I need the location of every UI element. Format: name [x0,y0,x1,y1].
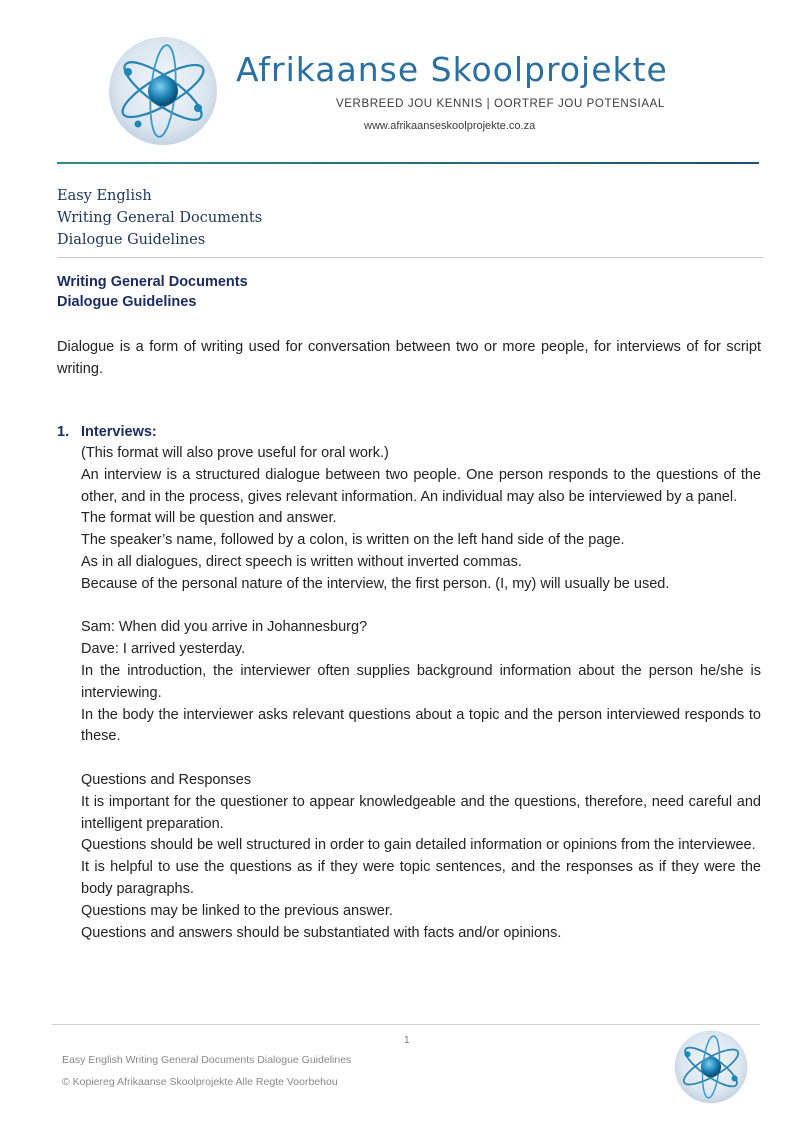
section-heading [57,424,157,440]
section-heading-text: Interviews: [81,424,157,440]
breadcrumb-item: Easy English [57,188,152,204]
brand-tagline: VERBREED JOU KENNIS | OORTREF JOU POTENSIAAL [336,98,665,110]
atom-globe-icon [108,36,218,146]
body-paragraph: Questions may be linked to the previous answer. [81,902,393,919]
breadcrumb-item: Dialogue Guidelines [57,232,206,248]
body-paragraph: (This format will also prove useful for oral work.) [81,445,389,461]
body-paragraph: It is important for the questioner to appear knowledgeable and the questions, therefore, need careful and intelligent preparation. [81,793,761,832]
body-paragraph: In the body the interviewer asks relevant questions about a topic and the person interviewed responds to these. [81,706,761,745]
body-paragraph: The speaker’s name, followed by a colon, is written on the left hand side of the page. [81,532,625,549]
header-divider [57,162,759,164]
page-title-line: Writing General Documents [57,274,248,290]
brand-url[interactable]: www.afrikaanseskoolprojekte.co.za [364,120,536,132]
breadcrumb-item: Writing General Documents [57,210,263,226]
body-paragraph: Questions should be well structured in order to gain detailed information or opinions from the interviewee. [81,837,756,854]
body-paragraph: Questions and Responses [81,771,252,788]
intro-paragraph: Dialogue is a form of writing used for conversation between two or more people, for interviews of for script writing. [57,339,761,377]
page-number: 1 [404,1035,410,1046]
body-paragraph: Sam: When did you arrive in Johannesburg? [81,619,368,636]
footer-divider [52,1024,760,1025]
section-number: 1. [57,424,70,440]
body-paragraph: Dave: I arrived yesterday. [81,641,246,658]
brand-title: Afrikaanse Skoolprojekte [236,50,668,89]
footer-copyright: © Kopiereg Afrikaanse Skoolprojekte Alle Regte Voorbehou [62,1076,338,1088]
breadcrumb-divider [57,257,764,258]
page-title [57,272,248,312]
body-paragraph: In the introduction, the interviewer often supplies background information about the person he/she is interviewing. [81,662,761,701]
body-paragraph: An interview is a structured dialogue between two people. One person responds to the questions of the other, and in the process, gives relevant information. An individual may also be interviewed by a panel. [81,466,761,505]
breadcrumb [57,185,262,251]
body-paragraph: Questions and answers should be substantiated with facts and/or opinions. [81,924,562,941]
paragraph-spacer [81,596,761,618]
body-paragraph: Because of the personal nature of the interview, the first person. (I, my) will usually be used. [81,575,670,592]
body-paragraph: It is helpful to use the questions as if they were topic sentences, and the responses as if they were the body paragraphs. [81,859,761,897]
footer-doc-title: Easy English Writing General Documents Dialogue Guidelines [62,1054,352,1066]
body-paragraph: As in all dialogues, direct speech is written without inverted commas. [81,553,522,570]
paragraph-spacer [81,748,761,770]
atom-globe-icon [674,1030,748,1104]
page-subtitle-line: Dialogue Guidelines [57,294,197,310]
body-paragraph: The format will be question and answer. [81,510,337,527]
section-body [81,443,761,944]
